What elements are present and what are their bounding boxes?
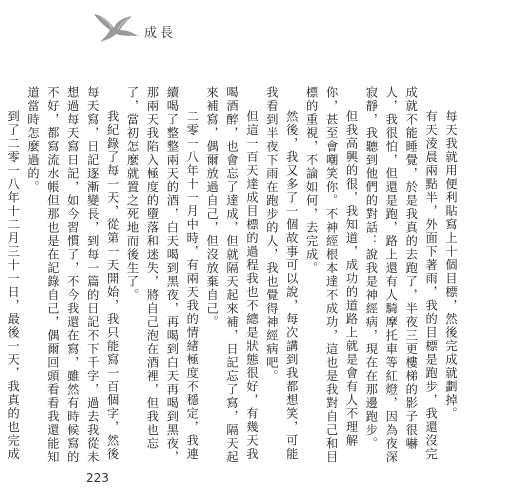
- body-text: [6, 86, 460, 470]
- paragraph: 到了二零一八年十二月三十一日，最後一天，我真的也完成: [6, 110, 21, 462]
- chapter-title: 成長: [144, 26, 177, 41]
- paragraph: 有天淩晨兩點半，外面下著雨，我的目標是跑步，我還沒完成就不能睡覺，於是我真的去跑了，半夜三更樓梯的影子很嚇人，我很怕，但還是跑，路上還有人騎摩托車等紅燈，因為夜深寂靜，我聽到他們的對話：說我是神經病，現在在那邊跑步。: [364, 86, 439, 464]
- paragraph: 二零一八年十一月中時，有兩天我的情緒極度不穩定，我連續喝了整整兩天的酒，白天喝到黑夜，再喝到白天再喝到黑夜，那兩天我陷入極度的墮落和迷失，將自己泡在酒裡，但我也忘了，當初怎麼就置之死地而後生了。: [125, 86, 200, 464]
- page-number: 223: [86, 471, 109, 485]
- paragraph: 每天我就用便利貼寫上十個目標，然後完成就劃掉。: [444, 110, 458, 421]
- paragraph: 但這一百天達成目標的過程我也不總是狀態很好，有幾天我喝酒醉，也會忘了達成，但就隔天起來補，日記忘了寫，隔天起來補寫，偶爾放過自己，但沒放棄自己。: [205, 86, 259, 464]
- bird-icon: [92, 6, 140, 46]
- paragraph: 但我高興的很，我知道，成功的道路上就是會有人不理解你，甚至會嘲笑你。不神經根本達不成功，這也是我對自己和目標的重視，不論如何，去完成。: [304, 86, 359, 464]
- page-header: [0, 0, 520, 60]
- paragraph: 我紀錄了每一天，從第一天開始，我只能寫一百個字，然後每天寫，日記逐漸變長，到每一篇的日記不下千字，過去我從未想過每天寫日記，如今習慣了，不今我還在寫，雖然有時候寫的不好，都寫流水帳但那也是在記錄自己，偶爾回頭看看我還能知道當時怎麼過的。: [25, 86, 120, 464]
- paragraph: 然後，我又多了一個故事可以說，每次講到我都想笑，可能我看到半夜下雨在跑步的人，我也覺得神經病吧。: [264, 86, 299, 462]
